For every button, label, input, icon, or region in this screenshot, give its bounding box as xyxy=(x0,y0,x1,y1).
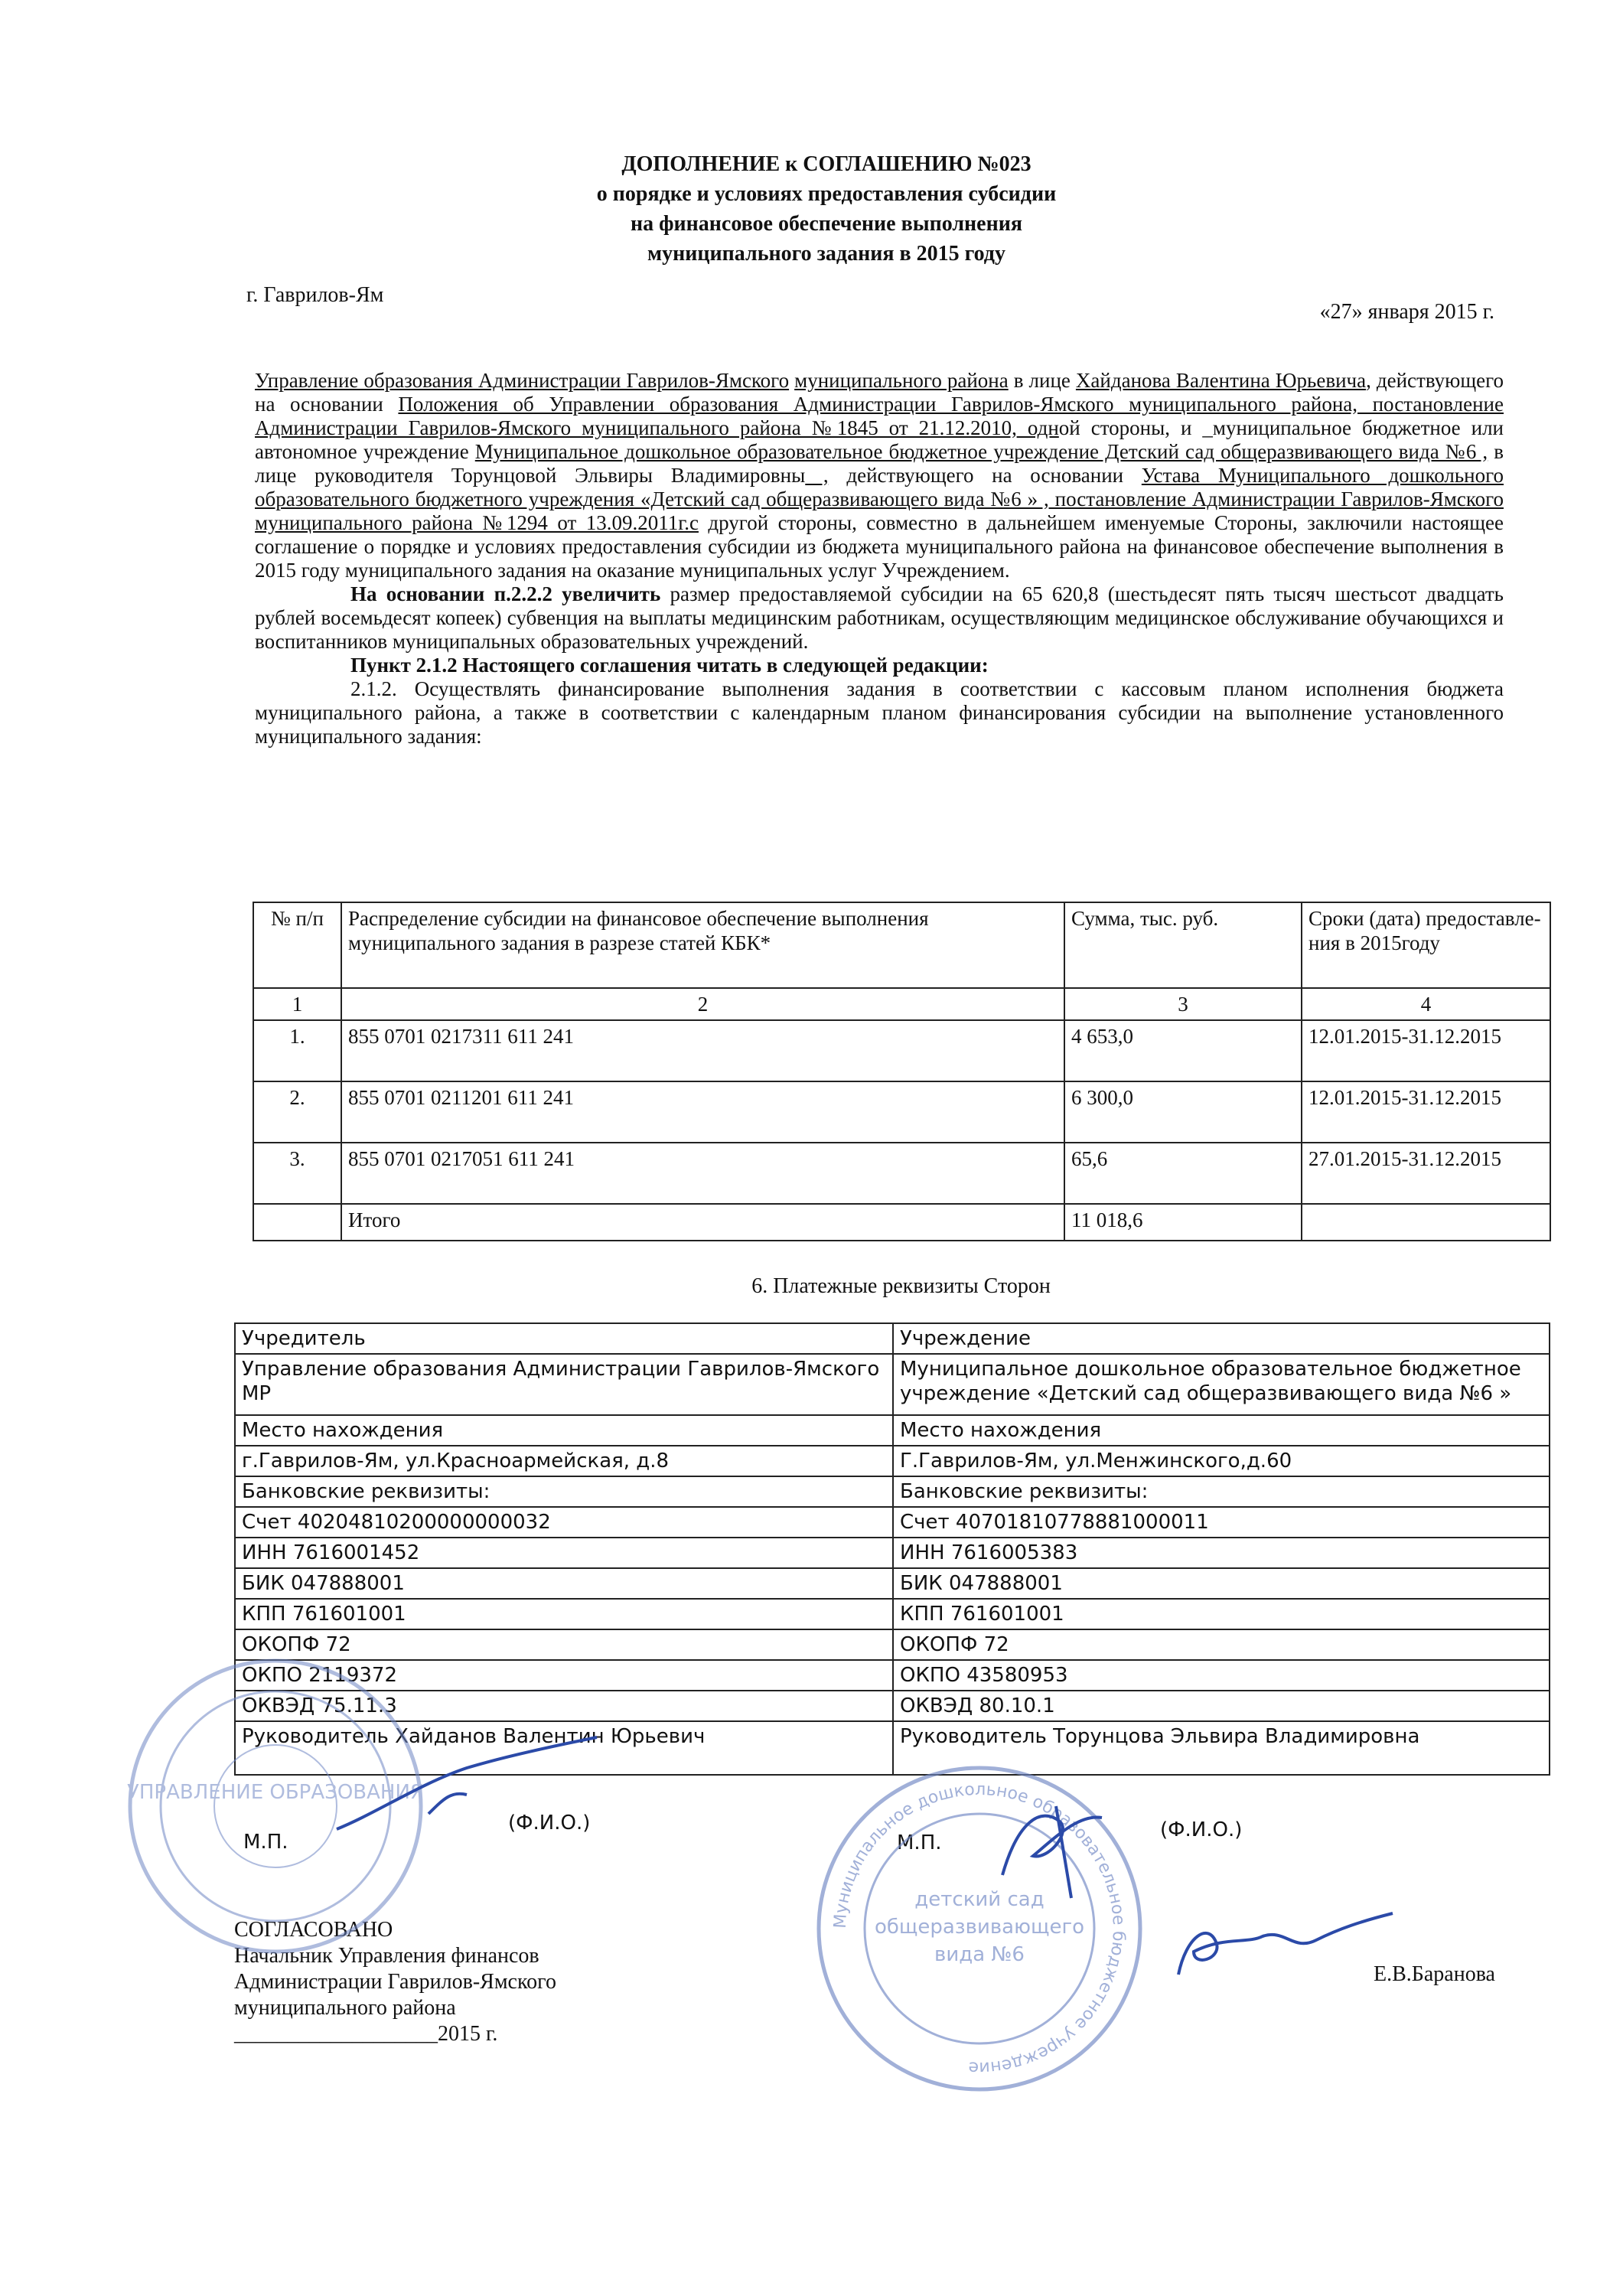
right-stamp-ring-text: Муниципальное дошкольное образовательное бюджетное учреждение xyxy=(830,1779,1129,2078)
paragraph-clause-text: 2.1.2. Осуществлять финансирование выполнения задания в соответствии с кассовым планом исполнения бюджета муниципального района, а также в соответствии с календарным планом финансирования субсидии на выполнение установленного муниципального задания: xyxy=(255,677,1504,748)
header-sum: Сумма, тыс. руб. xyxy=(1064,902,1302,988)
svg-text:вида №6: вида №6 xyxy=(934,1943,1025,1966)
table-total-row xyxy=(253,1204,1550,1241)
requisites-row xyxy=(235,1538,1550,1568)
signature-approval xyxy=(1163,1906,1423,1990)
approval-block: СОГЛАСОВАНО Начальник Управления финансов Администрации Гаврилов-Ямского муниципального района ___________________2015 г. xyxy=(234,1918,556,2046)
founder-cell: Место нахождения xyxy=(235,1415,893,1446)
paragraph-clause-heading: Пункт 2.1.2 Настоящего соглашения читать в следующей редакции: xyxy=(350,654,989,677)
institution-cell: ИНН 7616005383 xyxy=(893,1538,1550,1568)
total-label: Итого xyxy=(341,1204,1064,1241)
founder-cell: КПП 761601001 xyxy=(235,1599,893,1629)
paragraph-parties: Управление образования Администрации Гаврилов-Ямского муниципального района в лице Хайданова Валентина Юрьевича, действующего на основании Положения об Управлении образования Администрации Гаврилов-Ямского муниципального района, постановление Администрации Гаврилов-Ямского муниципального района №1845 от 21.12.2010, одной стороны, и _муниципальное бюджетное или автономное учреждение Муниципальное дошкольное образовательное бюджетное учреждение Детский сад общеразвивающего вида №6 , в лице руководителя Торунцовой Эльвиры Владимировны , действующего на основании Устава Муниципального дошкольного образовательного бюджетного учреждения «Детский сад общеразвивающего вида №6 » , постановление Администрации Гаврилов-Ямского муниципального района №1294 от 13.09.2011г.с другой стороны, совместно в дальнейшем именуемые Стороны, заключили настоящее соглашение о порядке и условиях предоставления субсидии из бюджета муниципального района на финансовое обеспечение выполнения в 2015 году муниципального задания на оказание муниципальных услуг Учреждением. xyxy=(255,369,1504,582)
requisites-row xyxy=(235,1354,1550,1415)
founder-cell: Руководитель Хайданов Валентин Юрьевич xyxy=(235,1721,893,1775)
approval-signer: Е.В.Баранова xyxy=(1374,1962,1495,1986)
institution-cell: ОКВЭД 80.10.1 xyxy=(893,1691,1550,1721)
institution-cell: Учреждение xyxy=(893,1323,1550,1354)
document-date: «27» января 2015 г. xyxy=(1319,300,1494,324)
institution-cell: ОКПО 43580953 xyxy=(893,1660,1550,1691)
table-col-numbers: 1 2 3 4 xyxy=(253,988,1550,1020)
founder-cell: ОКОПФ 72 xyxy=(235,1629,893,1660)
founder-cell: БИК 047888001 xyxy=(235,1568,893,1599)
mp-label-right: М.П. xyxy=(897,1831,942,1854)
requisites-row xyxy=(235,1323,1550,1354)
fio-label-right: (Ф.И.О.) xyxy=(1160,1818,1243,1841)
founder-cell: ОКВЭД 75.11.3 xyxy=(235,1691,893,1721)
document-city: г. Гаврилов-Ям xyxy=(246,283,384,307)
svg-text:детский сад: детский сад xyxy=(914,1888,1045,1911)
mp-label-left: М.П. xyxy=(243,1831,288,1854)
institution-cell: КПП 761601001 xyxy=(893,1599,1550,1629)
document-title: ДОПОЛНЕНИЕ к СОГЛАШЕНИЮ №023 о порядке и условиях предоставления субсидии на финансовое обеспечение выполнения муниципального задания в 2015 году xyxy=(596,152,1057,266)
agreement-body xyxy=(255,369,1504,748)
header-num: № п/п xyxy=(253,902,341,988)
institution-cell: Счет 40701810778881000011 xyxy=(893,1507,1550,1538)
requisites-row xyxy=(235,1446,1550,1476)
founder-cell: Счет 40204810200000000032 xyxy=(235,1507,893,1538)
fio-label-left: (Ф.И.О.) xyxy=(508,1812,591,1835)
paragraph-increase: На основании п.2.2.2 увеличить размер предоставляемой субсидии на 65 620,8 (шестьдесят пять тысяч шестьсот двадцать рублей восемьдесят копеек) субвенция на выплаты медицинским работникам, осуществляющим медицинское обслуживание обучающихся и воспитанников муниципальных образовательных учреждений. xyxy=(255,582,1504,653)
institution-cell: Место нахождения xyxy=(893,1415,1550,1446)
svg-text:общеразвивающего: общеразвивающего xyxy=(874,1916,1085,1939)
institution-cell: ОКОПФ 72 xyxy=(893,1629,1550,1660)
table-header-row xyxy=(253,902,1550,988)
total-sum: 11 018,6 xyxy=(1064,1204,1302,1241)
requisites-row xyxy=(235,1476,1550,1507)
header-distribution: Распределение субсидии на финансовое обеспечение выполнения муниципального задания в разрезе статей КБК* xyxy=(341,902,1064,988)
founder-cell: Учредитель xyxy=(235,1323,893,1354)
institution-cell: Руководитель Торунцова Эльвира Владимировна xyxy=(893,1721,1550,1775)
signature-right xyxy=(987,1791,1125,1906)
founder-cell: ОКПО 2119372 xyxy=(235,1660,893,1691)
institution-cell: БИК 047888001 xyxy=(893,1568,1550,1599)
left-stamp-text: УПРАВЛЕНИЕ ОБРАЗОВАНИЯ xyxy=(127,1781,424,1804)
signature-left xyxy=(306,1722,627,1860)
table-row: 1. 855 0701 0217311 611 241 4 653,0 12.01.2015-31.12.2015 xyxy=(253,1020,1550,1081)
founder-cell: г.Гаврилов-Ям, ул.Красноармейская, д.8 xyxy=(235,1446,893,1476)
table-row: 2. 855 0701 0211201 611 241 6 300,0 12.01.2015-31.12.2015 xyxy=(253,1081,1550,1143)
institution-cell: Банковские реквизиты: xyxy=(893,1476,1550,1507)
founder-cell: ИНН 7616001452 xyxy=(235,1538,893,1568)
founder-cell: Банковские реквизиты: xyxy=(235,1476,893,1507)
subsidy-table xyxy=(253,902,1551,1241)
requisites-row xyxy=(235,1415,1550,1446)
requisites-row xyxy=(235,1507,1550,1538)
requisites-row xyxy=(235,1599,1550,1629)
table-row: 3. 855 0701 0217051 611 241 65,6 27.01.2015-31.12.2015 xyxy=(253,1143,1550,1204)
institution-cell: Г.Гаврилов-Ям, ул.Менжинского,д.60 xyxy=(893,1446,1550,1476)
header-term: Сроки (дата) предоставле-ния в 2015году xyxy=(1302,902,1550,988)
requisites-row xyxy=(235,1568,1550,1599)
section-6-title: 6. Платежные реквизиты Сторон xyxy=(751,1274,1051,1298)
founder-cell: Управление образования Администрации Гаврилов-Ямского МР xyxy=(235,1354,893,1415)
institution-cell: Муниципальное дошкольное образовательное бюджетное учреждение «Детский сад общеразвивающего вида №6 » xyxy=(893,1354,1550,1415)
